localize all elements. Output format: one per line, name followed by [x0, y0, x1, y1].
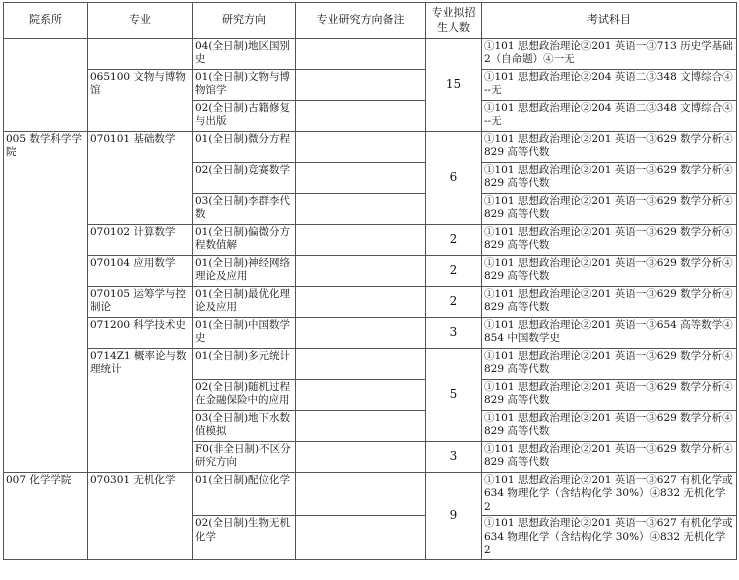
remark-cell [296, 411, 426, 442]
header-exam: 考试科目 [482, 3, 737, 39]
direction-cell: 01(全日制)微分方程 [193, 132, 296, 163]
exam-cell: ①101 思想政治理论②204 英语二③348 文博综合④--无 [482, 101, 737, 132]
exam-cell: ①101 思想政治理论②201 英语一③629 数学分析④829 高等代数 [482, 380, 737, 411]
enroll-cell: 2 [426, 256, 482, 287]
table-row [4, 132, 737, 163]
header-major: 专业 [88, 3, 193, 39]
direction-cell: 01(全日制)中国数学史 [193, 318, 296, 349]
table-row [4, 39, 737, 70]
table-row [4, 225, 737, 256]
major-cell: 065100 文物与博物馆 [88, 70, 193, 132]
remark-cell [296, 70, 426, 101]
major-cell: 070105 运筹学与控制论 [88, 287, 193, 318]
direction-cell: 02(全日制)随机过程在金融保险中的应用 [193, 380, 296, 411]
enroll-cell: 2 [426, 225, 482, 256]
table-row [4, 70, 737, 101]
remark-cell [296, 442, 426, 473]
header-row [4, 3, 737, 39]
header-remark: 专业研究方向备注 [296, 3, 426, 39]
enroll-cell: 2 [426, 287, 482, 318]
exam-cell: ①101 思想政治理论②201 英语一③629 数学分析④829 高等代数 [482, 225, 737, 256]
exam-cell: ①101 思想政治理论②201 英语一③713 历史学基础2（自命题）④一无 [482, 39, 737, 70]
remark-cell [296, 473, 426, 516]
remark-cell [296, 194, 426, 225]
exam-cell: ①101 思想政治理论②201 英语一③629 数学分析④829 高等代数 [482, 287, 737, 318]
exam-cell: ①101 思想政治理论②201 英语一③654 高等数学④854 中国数学史 [482, 318, 737, 349]
enroll-cell: 3 [426, 318, 482, 349]
table-row [4, 349, 737, 380]
exam-cell: ①101 思想政治理论②201 英语一③629 数学分析④829 高等代数 [482, 442, 737, 473]
major-cell: 0714Z1 概率论与数理统计 [88, 349, 193, 473]
table-row [4, 287, 737, 318]
college-cell [4, 39, 88, 132]
college-cell: 005 数学科学学院 [4, 132, 88, 473]
exam-cell: ①101 思想政治理论②201 英语一③629 数学分析④829 高等代数 [482, 411, 737, 442]
direction-cell: 02(全日制)古籍修复与出版 [193, 101, 296, 132]
exam-cell: ①101 思想政治理论②201 英语一③627 有机化学或634 物理化学（含结构化学 30%）④832 无机化学 2 [482, 516, 737, 559]
remark-cell [296, 256, 426, 287]
exam-cell: ①101 思想政治理论②201 英语一③629 数学分析④829 高等代数 [482, 163, 737, 194]
remark-cell [296, 380, 426, 411]
remark-cell [296, 287, 426, 318]
exam-cell: ①101 思想政治理论②204 英语二③348 文博综合④--无 [482, 70, 737, 101]
exam-cell: ①101 思想政治理论②201 英语一③629 数学分析④829 高等代数 [482, 194, 737, 225]
direction-cell: 01(全日制)最优化理论及应用 [193, 287, 296, 318]
direction-cell: 03(全日制)地下水数值模拟 [193, 411, 296, 442]
remark-cell [296, 163, 426, 194]
enroll-cell: 6 [426, 132, 482, 225]
exam-cell: ①101 思想政治理论②201 英语一③629 数学分析④829 高等代数 [482, 256, 737, 287]
header-direction: 研究方向 [193, 3, 296, 39]
enroll-cell: 5 [426, 349, 482, 442]
major-cell: 070104 应用数学 [88, 256, 193, 287]
direction-cell: 01(全日制)多元统计 [193, 349, 296, 380]
table-row [4, 256, 737, 287]
header-enroll: 专业拟招生人数 [426, 3, 482, 39]
direction-cell: 01(全日制)文物与博物馆学 [193, 70, 296, 101]
remark-cell [296, 39, 426, 70]
major-cell: 071200 科学技术史 [88, 318, 193, 349]
table-row [4, 318, 737, 349]
admissions-table [3, 2, 737, 560]
direction-cell: F0(非全日制)不区分研究方向 [193, 442, 296, 473]
college-cell: 007 化学学院 [4, 473, 88, 560]
enroll-cell: 9 [426, 473, 482, 560]
direction-cell: 03(全日制)李群李代数 [193, 194, 296, 225]
table-row [4, 473, 737, 516]
remark-cell [296, 318, 426, 349]
direction-cell: 01(全日制)偏微分方程数值解 [193, 225, 296, 256]
direction-cell: 01(全日制)神经网络理论及应用 [193, 256, 296, 287]
direction-cell: 04(全日制)地区国别史 [193, 39, 296, 70]
exam-cell: ①101 思想政治理论②201 英语一③627 有机化学或634 物理化学（含结构化学 30%）④832 无机化学 2 [482, 473, 737, 516]
major-cell: 070301 无机化学 [88, 473, 193, 560]
direction-cell: 02(全日制)生物无机化学 [193, 516, 296, 559]
direction-cell: 02(全日制)竞赛数学 [193, 163, 296, 194]
enroll-cell: 15 [426, 39, 482, 132]
remark-cell [296, 132, 426, 163]
exam-cell: ①101 思想政治理论②201 英语一③629 数学分析④829 高等代数 [482, 132, 737, 163]
enroll-cell: 3 [426, 442, 482, 473]
direction-cell: 01(全日制)配位化学 [193, 473, 296, 516]
major-cell: 070101 基础数学 [88, 132, 193, 225]
remark-cell [296, 349, 426, 380]
major-cell: 070102 计算数学 [88, 225, 193, 256]
exam-cell: ①101 思想政治理论②201 英语一③629 数学分析④829 高等代数 [482, 349, 737, 380]
remark-cell [296, 101, 426, 132]
remark-cell [296, 516, 426, 559]
header-college: 院系所 [4, 3, 88, 39]
remark-cell [296, 225, 426, 256]
major-cell [88, 39, 193, 70]
